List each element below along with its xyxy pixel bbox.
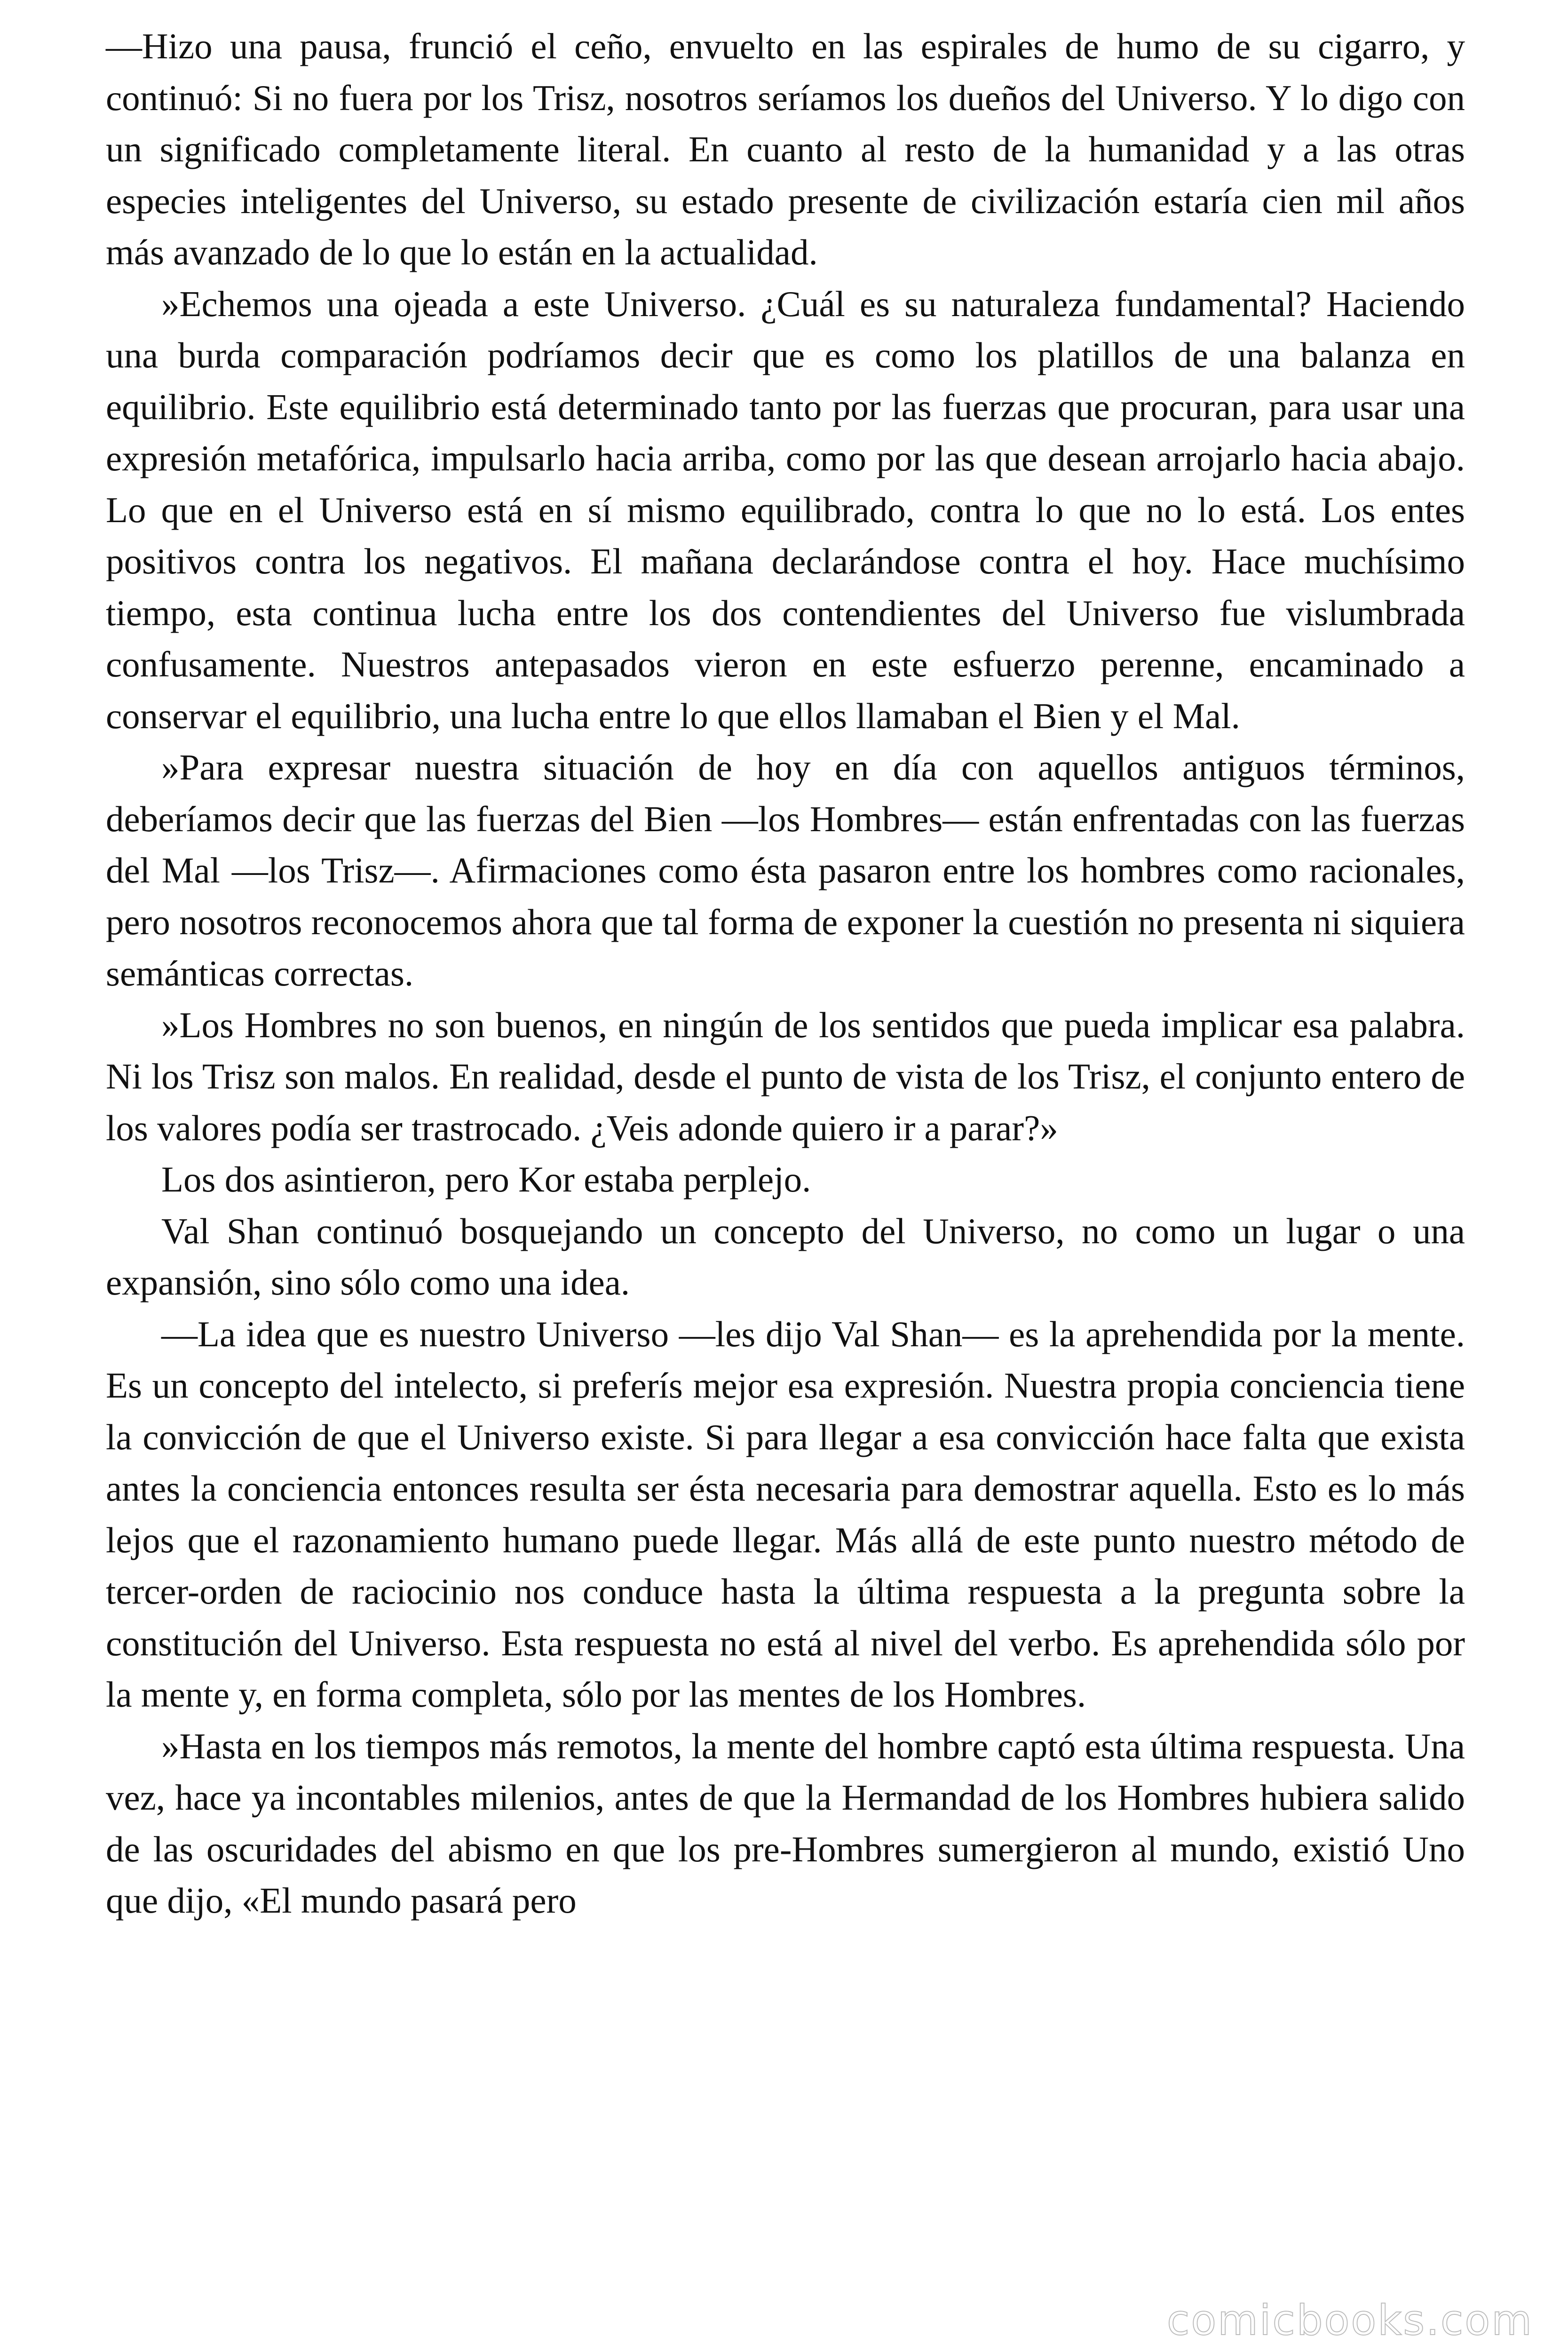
paragraph-7: —La idea que es nuestro Universo —les dijo Val Shan— es la aprehendida por la mente. Es un concepto del intelecto, si preferís mejor esa expresión. Nuestra propia conciencia tiene la convicción de que el Universo existe. Si para llegar a esa convicción hace falta que exista antes la conciencia entonces resulta ser ésta necesaria para demostrar aquella. Esto es lo más lejos que el razonamiento humano puede llegar. Más allá de este punto nuestro método de tercer-orden de raciocinio nos conduce hasta la última respuesta a la pregunta sobre la constitución del Universo. Esta respuesta no está al nivel del verbo. Es aprehendida sólo por la mente y, en forma completa, sólo por las mentes de los Hombres. bbox=[106, 1313, 1465, 1715]
watermark: comicbooks.com bbox=[1166, 2296, 1533, 2344]
document-page bbox=[106, 21, 1465, 1927]
paragraph-4: »Los Hombres no son buenos, en ningún de los sentidos que pueda implicar esa palabra. Ni los Trisz son malos. En realidad, desde el punto de vista de los Trisz, el conjunto entero de los valores podía ser trastrocado. ¿Veis adonde quiero ir a parar?» bbox=[106, 1004, 1465, 1148]
paragraph-5: Los dos asintieron, pero Kor estaba perplejo. bbox=[161, 1159, 811, 1200]
paragraph-8: »Hasta en los tiempos más remotos, la mente del hombre captó esta última respuesta. Una vez, hace ya incontables milenios, antes de que la Hermandad de los Hombres hubiera salido de las oscuridades del abismo en que los pre-Hombres sumergieron al mundo, existió Uno que dijo, «El mundo pasará pero bbox=[106, 1725, 1465, 1921]
paragraph-1: —Hizo una pausa, frunció el ceño, envuelto en las espirales de humo de su cigarro, y continuó: Si no fuera por los Trisz, nosotros seríamos los dueños del Universo. Y lo digo con un significado completamente literal. En cuanto al resto de la humanidad y a las otras especies inteligentes del Universo, su estado presente de civilización estaría cien mil años más avanzado de lo que lo están en la actualidad. bbox=[106, 26, 1465, 272]
paragraph-6: Val Shan continuó bosquejando un concepto del Universo, no como un lugar o una expansión, sino sólo como una idea. bbox=[106, 1210, 1465, 1303]
paragraph-2: »Echemos una ojeada a este Universo. ¿Cuál es su naturaleza fundamental? Haciendo una burda comparación podríamos decir que es como los platillos de una balanza en equilibrio. Este equilibrio está determinado tanto por las fuerzas que procuran, para usar una expresión metafórica, impulsarlo hacia arriba, como por las que desean arrojarlo hacia abajo. Lo que en el Universo está en sí mismo equilibrado, contra lo que no lo está. Los entes positivos contra los negativos. El mañana declarándose contra el hoy. Hace muchísimo tiempo, esta continua lucha entre los dos contendientes del Universo fue vislumbrada confusamente. Nuestros antepasados vieron en este esfuerzo perenne, encaminado a conservar el equilibrio, una lucha entre lo que ellos llamaban el Bien y el Mal. bbox=[106, 283, 1465, 736]
paragraph-3: »Para expresar nuestra situación de hoy en día con aquellos antiguos términos, deberíamos decir que las fuerzas del Bien —los Hombres— están enfrentadas con las fuerzas del Mal —los Trisz—. Afirmaciones como ésta pasaron entre los hombres como racionales, pero nosotros reconocemos ahora que tal forma de exponer la cuestión no presenta ni siquiera semánticas correctas. bbox=[106, 747, 1465, 993]
